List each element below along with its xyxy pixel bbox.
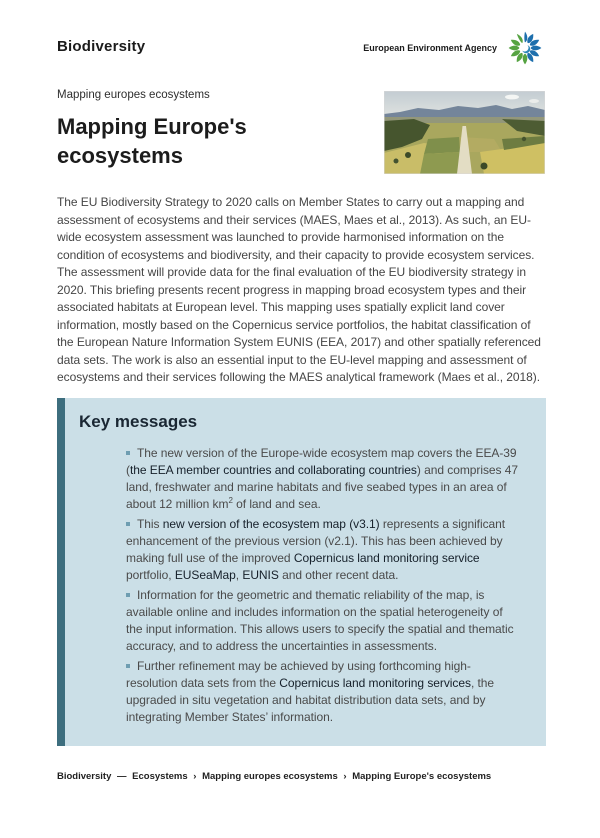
key-messages-list — [126, 445, 520, 726]
breadcrumb-separator: › — [343, 771, 347, 782]
text-segment: , the upgraded in situ vegetation and habitat distribution data sets, and by integrating Member States’ information. — [126, 676, 495, 724]
inline-link[interactable]: EUSeaMap — [174, 568, 236, 582]
page-title: Mapping Europe's ecosystems — [57, 114, 247, 168]
inline-link[interactable]: EUNIS — [242, 568, 279, 582]
key-messages-box — [57, 398, 546, 746]
text-segment: This — [137, 517, 163, 531]
inline-link[interactable]: the EEA member countries and collaborating countries — [129, 463, 417, 477]
eea-logo-icon — [505, 28, 545, 68]
site-title: Biodiversity — [57, 38, 146, 55]
agency-name: European Environment Agency — [363, 43, 497, 53]
text-segment: portfolio, — [126, 568, 175, 582]
breadcrumb-separator: › — [193, 771, 197, 782]
category-label: Mapping europes ecosystems — [57, 89, 210, 101]
breadcrumb-separator: — — [117, 771, 127, 782]
text-segment: and other recent data. — [278, 568, 399, 582]
breadcrumb-item[interactable]: Biodiversity — [57, 771, 112, 782]
inline-link[interactable]: new version of the ecosystem map (v3.1) — [162, 517, 380, 531]
breadcrumb-item[interactable]: Mapping Europe's ecosystems — [352, 771, 492, 782]
key-messages-heading: Key messages — [79, 412, 198, 431]
inline-link[interactable]: Copernicus land monitoring services — [279, 676, 471, 690]
text-segment: , — [235, 568, 243, 582]
key-message-item — [126, 658, 520, 726]
key-message-item — [126, 587, 520, 655]
intro-paragraph: The EU Biodiversity Strategy to 2020 calls on Member States to carry out a mapping and assessment of ecosystems and their services (MAES, Maes et al., 2013). As such, an EU-wide ecosystem assessment was launched to provide harmonised information on the condition of ecosystems and biodiversity, and their capacity to provide ecosystem services. The assessment will provide data for the final evaluation of the EU biodiversity strategy in 2020. This briefing presents recent progress in mapping broad ecosystem types and their associated habitats at European level. This mapping uses spatially explicit land cover information, mostly based on the Copernicus service portfolios, the habitat classification of the European Nature Information System EUNIS (EEA, 2017) and other spatially referenced data sets. The work is also an essential input to the EU-level mapping and assessment of ecosystems and their services following the MAES analytical framework (Maes et al., 2018). — [57, 195, 541, 384]
breadcrumb — [57, 771, 491, 782]
text-segment: ) and comprises 47 land, freshwater and marine habitats and five seabed types in an area of about 12 million km — [126, 463, 519, 511]
breadcrumb-item[interactable]: Mapping europes ecosystems — [202, 771, 338, 782]
text-segment: 2 — [228, 496, 233, 505]
agency-link[interactable] — [363, 28, 545, 68]
landscape-photo — [384, 91, 545, 174]
text-segment: represents a significant enhancement of the previous version (v2.1). This has been achieved by making full use of the improved — [126, 517, 506, 565]
key-message-item — [126, 516, 520, 584]
breadcrumb-item[interactable]: Ecosystems — [132, 771, 188, 782]
text-segment: of land and sea. — [232, 497, 321, 511]
text-segment: The new version of the Europe-wide ecosystem map covers the EEA-39 ( — [126, 446, 517, 477]
text-segment: Information for the geometric and thematic reliability of the map, is available online and includes information on the spatial heterogeneity of the input information. This allows users to specify the spatial and thematic accuracy, and to address the uncertainties in assessments. — [126, 588, 514, 653]
key-message-item — [126, 445, 520, 513]
inline-link[interactable]: Copernicus land monitoring service — [293, 551, 480, 565]
text-segment: Further refinement may be achieved by using forthcoming high-resolution data sets from the — [126, 659, 471, 690]
